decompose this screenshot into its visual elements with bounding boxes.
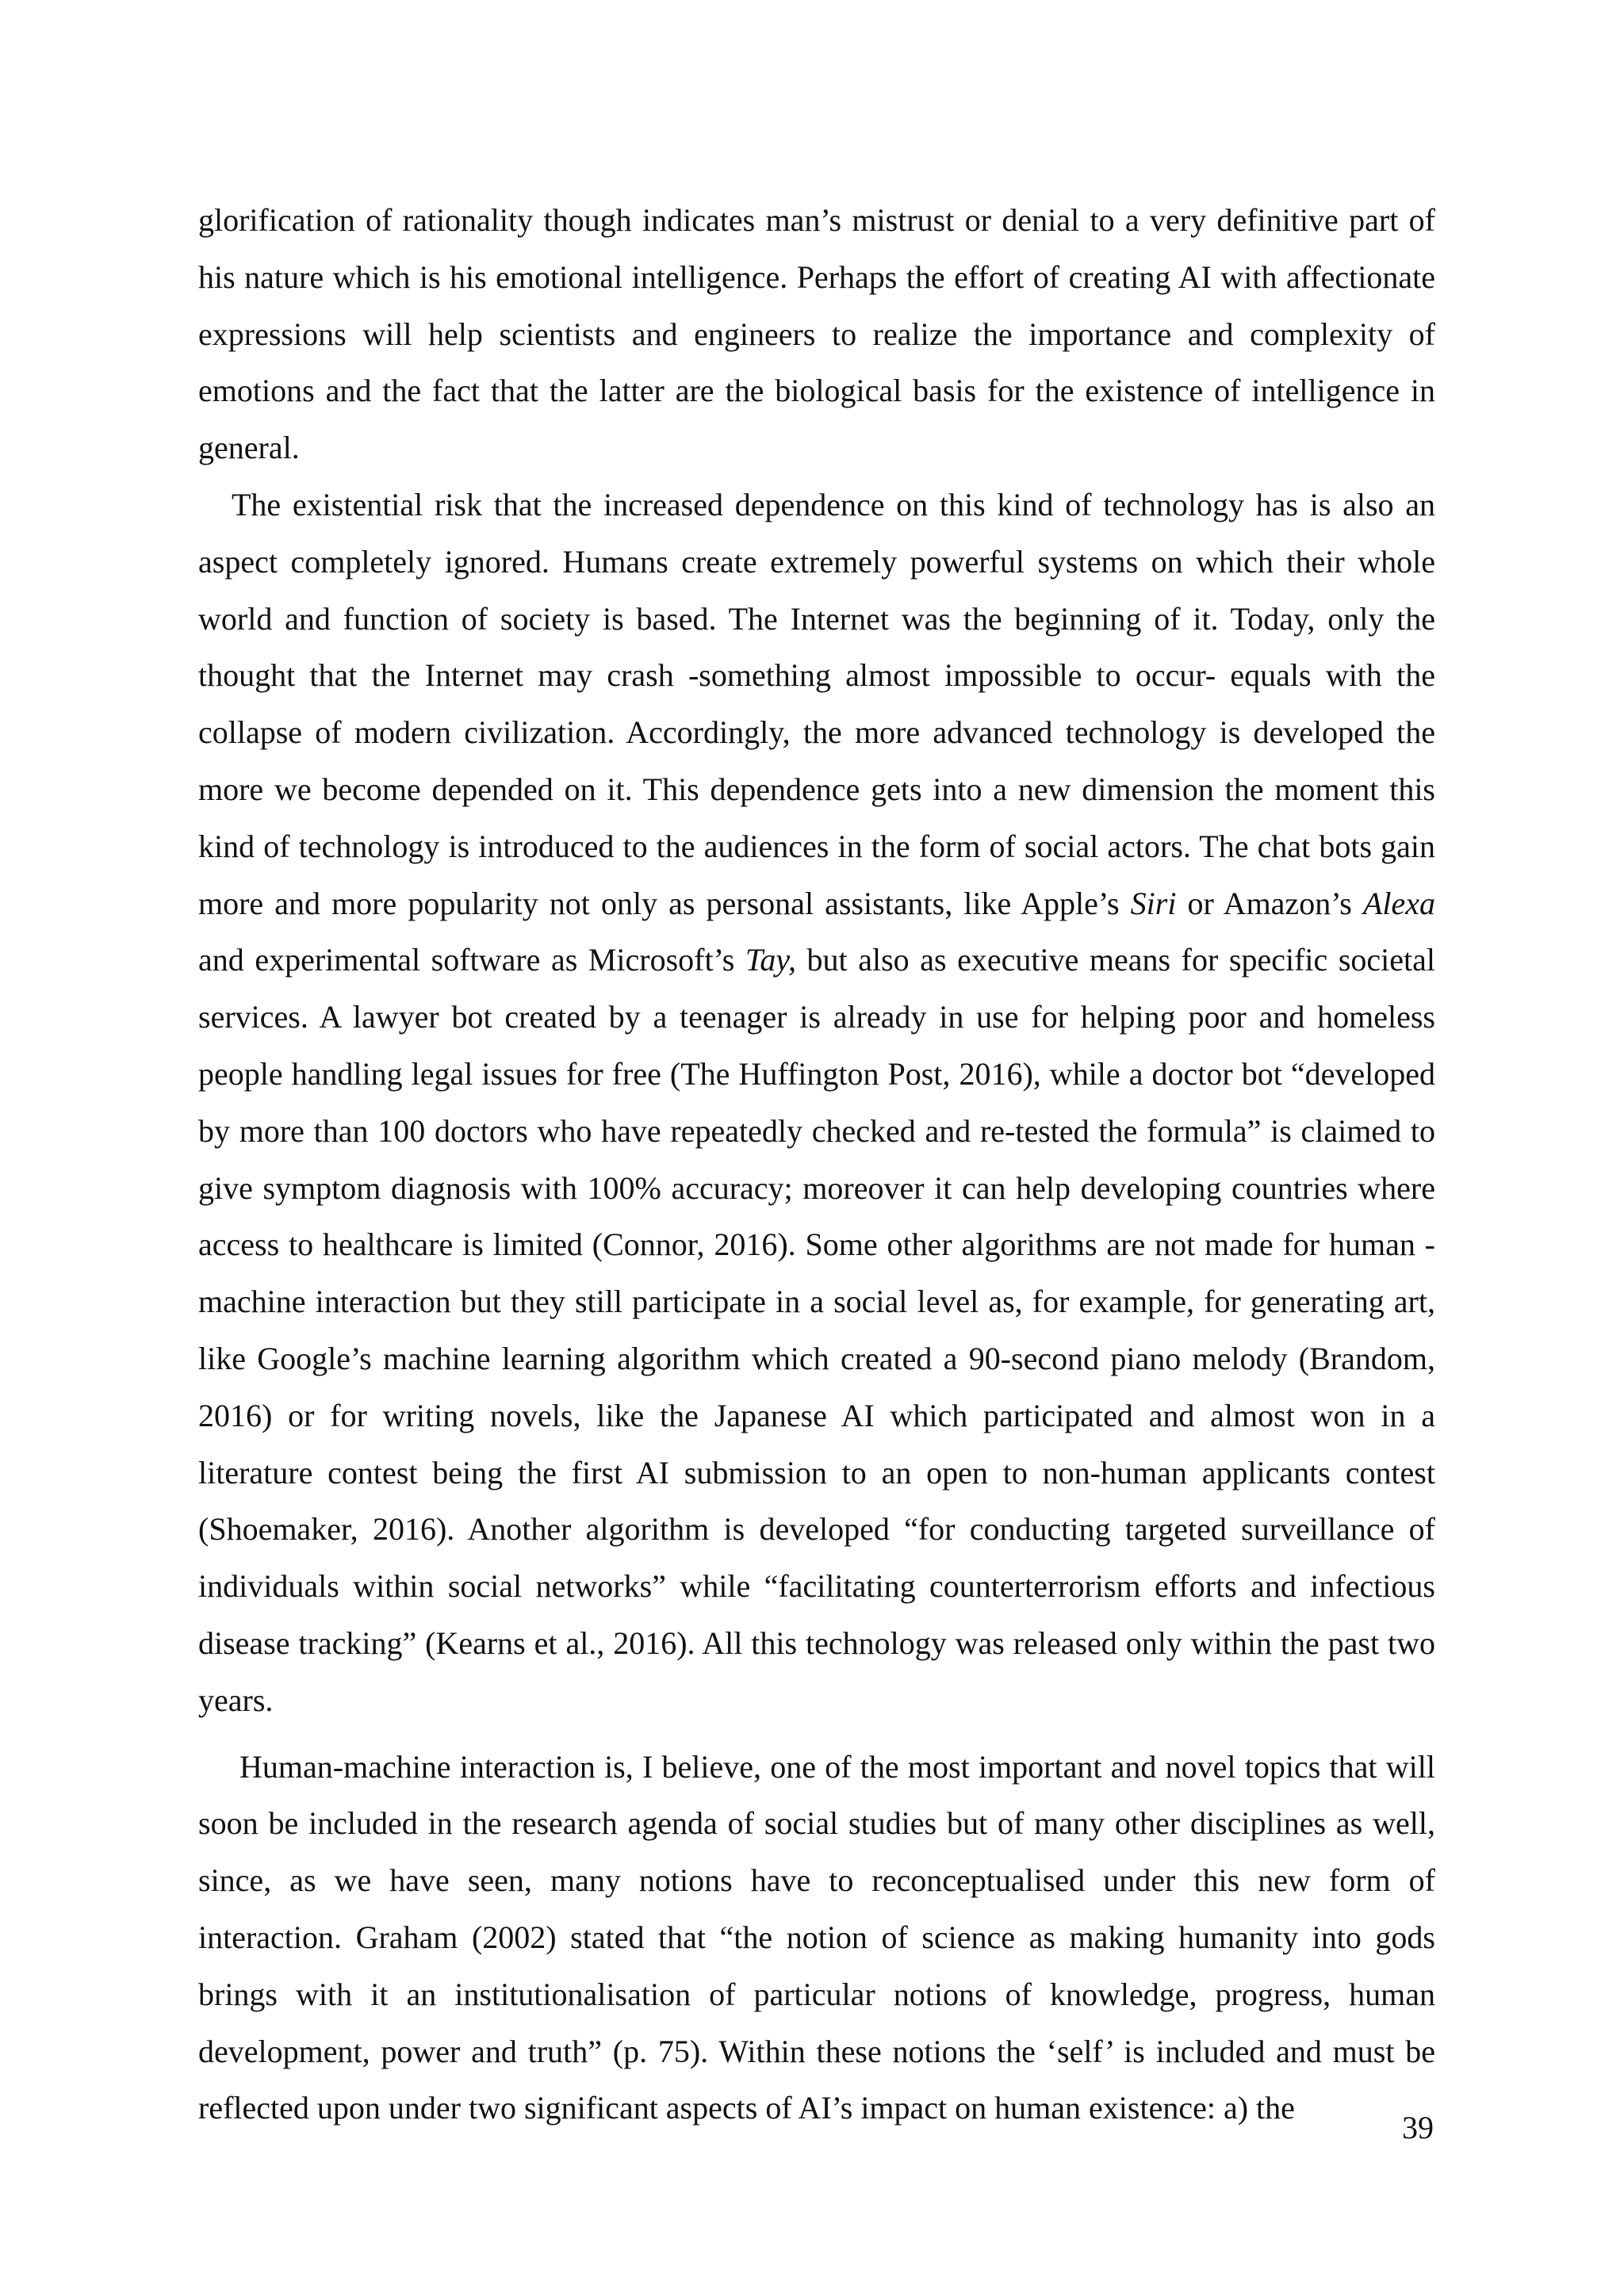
body-text: [198, 192, 1435, 2137]
paragraph-3: [198, 1739, 1435, 2137]
paragraph-1: [198, 192, 1435, 476]
paragraph-2-italic-alexa: Alexa: [1362, 885, 1435, 921]
paragraph-2-italic-siri: Siri: [1130, 885, 1177, 921]
paragraph-1-text: glorification of rationality though indicates man’s mistrust or denial to a very definitive part of his nature which is his emotional intelligence. Perhaps the effort of creating AI with affectionate expressions will help scientists and engineers to realize the importance and complexity of emotions and the fact that the latter are the biological basis for the existence of intelligence in general.: [198, 202, 1435, 466]
page-number: 39: [1402, 2110, 1434, 2145]
paragraph-2-text: or Amazon’s: [1176, 885, 1363, 921]
paragraph-3-text: Human-machine interaction is, I believe, one of the most important and novel topics that will soon be included in the research agenda of social studies but of many other disciplines as well, since, as we have seen, many notions have to reconceptualised under this new form of interaction. Graham (2002) stated that “the notion of science as making humanity into gods brings with it an institutionalisation of particular notions of knowledge, progress, human development, power and truth” (p. 75). Within these notions the ‘self’ is included and must be reflected upon under two significant aspects of AI’s impact on human existence: a) the: [198, 1748, 1435, 2126]
paragraph-2-text: but also as executive means for specific societal services. A lawyer bot created by a teenager is already in use for helping poor and homeless people handling legal issues for free (The Huffington Post, 2016), while a doctor bot “developed by more than 100 doctors who have repeatedly checked and re-tested the formula” is claimed to give symptom diagnosis with 100% accuracy; moreover it can help developing countries where access to healthcare is limited (Connor, 2016). Some other algorithms are not made for human - machine interaction but they still participate in a social level as, for example, for generating art, like Google’s machine learning algorithm which created a 90-second piano melody (Brandom, 2016) or for writing novels, like the Japanese AI which participated and almost won in a literature contest being the first AI submission to an open to non-human applicants contest (Shoemaker, 2016). Another algorithm is developed “for conducting targeted surveillance of individuals within social networks” while “facilitating counterterrorism efforts and infectious disease tracking” (Kearns et al., 2016). All this technology was released only within the past two years.: [198, 942, 1436, 1718]
paragraph-2-text: The existential risk that the increased dependence on this kind of technology has is also an aspect completely ignored. Humans create extremely powerful systems on which their whole world and function of society is based. The Internet was the beginning of it. Today, only the thought that the Internet may crash -something almost impossible to occur- equals with the collapse of modern civilization. Accordingly, the more advanced technology is developed the more we become depended on it. This dependence gets into a new dimension the moment this kind of technology is introduced to the audiences in the form of social actors. The chat bots gain more and more popularity not only as personal assistants, like Apple’s: [198, 486, 1435, 921]
paragraph-2-text: and experimental software as Microsoft’s: [198, 942, 745, 978]
paragraph-2-italic-tay: Tay,: [745, 942, 796, 978]
paragraph-2: [198, 476, 1435, 1729]
